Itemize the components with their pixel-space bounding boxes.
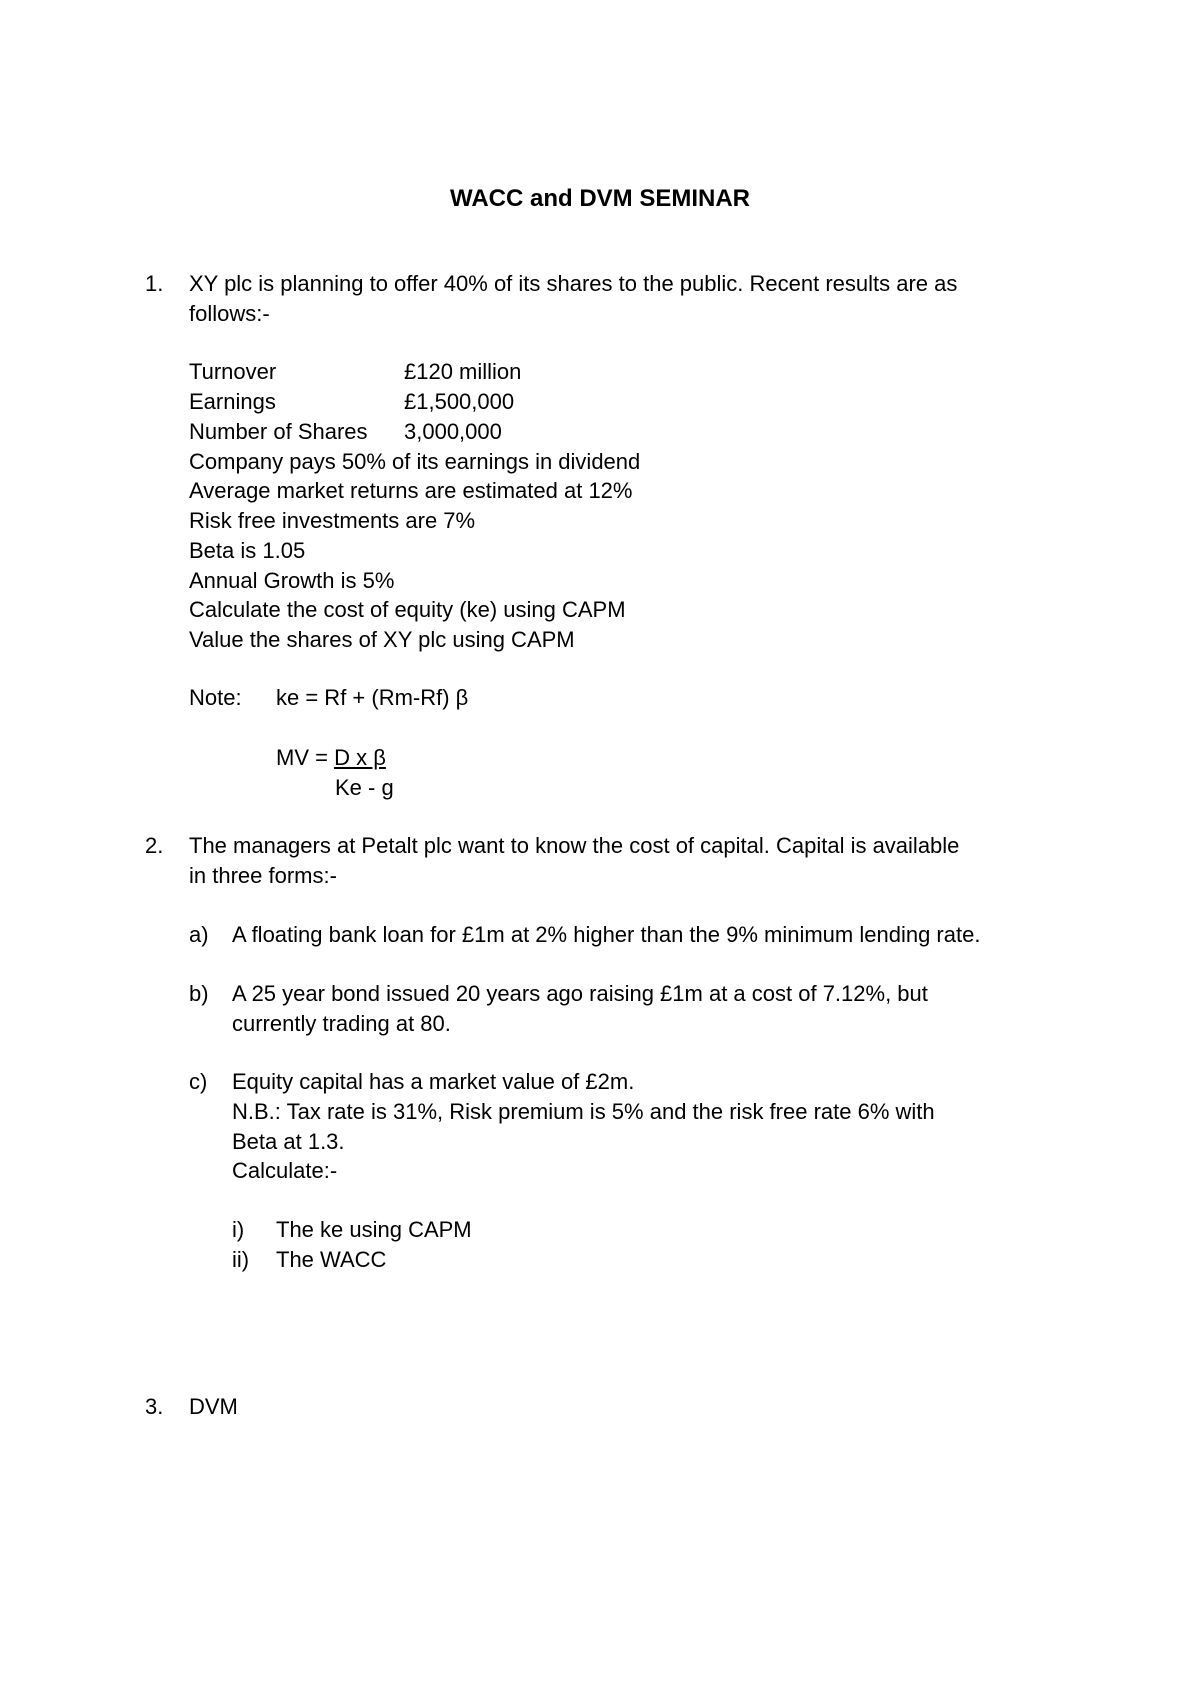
item-b-label: b): [189, 981, 209, 1006]
subitem-ii-text: The WACC: [276, 1247, 387, 1272]
question-1-line: Annual Growth is 5%: [189, 568, 395, 593]
item-b-text-line1: A 25 year bond issued 20 years ago raising £1m at a cost of 7.12%, but: [232, 981, 928, 1006]
subitem-i-text: The ke using CAPM: [276, 1217, 472, 1242]
subitem-ii-label: ii): [232, 1247, 250, 1272]
item-b-text-line2: currently trading at 80.: [232, 1011, 451, 1036]
mv-numerator: D x β: [334, 745, 386, 770]
item-c-text-line2: N.B.: Tax rate is 31%, Risk premium is 5% and the risk free rate 6% with: [232, 1099, 935, 1124]
table-label-turnover: Turnover: [189, 359, 277, 384]
table-value-earnings: £1,500,000: [404, 389, 515, 414]
question-1-line: Risk free investments are 7%: [189, 508, 476, 533]
question-2-number: 2.: [145, 833, 164, 858]
subitem-i-label: i): [232, 1217, 245, 1242]
note-label: Note:: [189, 685, 242, 710]
question-1-line: Value the shares of XY plc using CAPM: [189, 627, 575, 652]
item-c-label: c): [189, 1069, 208, 1094]
table-value-shares: 3,000,000: [404, 419, 502, 444]
question-1-line: Average market returns are estimated at 12%: [189, 478, 633, 503]
question-2-intro-line1: The managers at Petalt plc want to know the cost of capital. Capital is available: [189, 833, 960, 858]
table-value-turnover: £120 million: [404, 359, 522, 384]
mv-prefix: MV =: [276, 745, 335, 770]
table-label-earnings: Earnings: [189, 389, 276, 414]
question-1-number: 1.: [145, 271, 164, 296]
mv-formula-line: [276, 742, 386, 774]
question-1-line: Calculate the cost of equity (ke) using CAPM: [189, 597, 626, 622]
table-label-shares: Number of Shares: [189, 419, 368, 444]
note-formula-ke: ke = Rf + (Rm-Rf) β: [276, 685, 469, 710]
page-title: WACC and DVM SEMINAR: [450, 185, 750, 212]
item-c-text-line1: Equity capital has a market value of £2m.: [232, 1069, 635, 1094]
question-2-intro-line2: in three forms:-: [189, 863, 337, 888]
question-1-line: Company pays 50% of its earnings in dividend: [189, 449, 641, 474]
item-c-text-line3: Beta at 1.3.: [232, 1129, 345, 1154]
mv-denominator: Ke - g: [335, 775, 394, 800]
question-1-intro-line2: follows:-: [189, 301, 270, 326]
item-c-text-line4: Calculate:-: [232, 1158, 338, 1183]
item-a-label: a): [189, 922, 209, 947]
question-3-number: 3.: [145, 1394, 164, 1419]
item-a-text: A floating bank loan for £1m at 2% higher than the 9% minimum lending rate.: [232, 922, 981, 947]
question-1-line: Beta is 1.05: [189, 538, 306, 563]
question-1-intro-line1: XY plc is planning to offer 40% of its shares to the public. Recent results are as: [189, 271, 958, 296]
question-3-text: DVM: [189, 1394, 238, 1419]
